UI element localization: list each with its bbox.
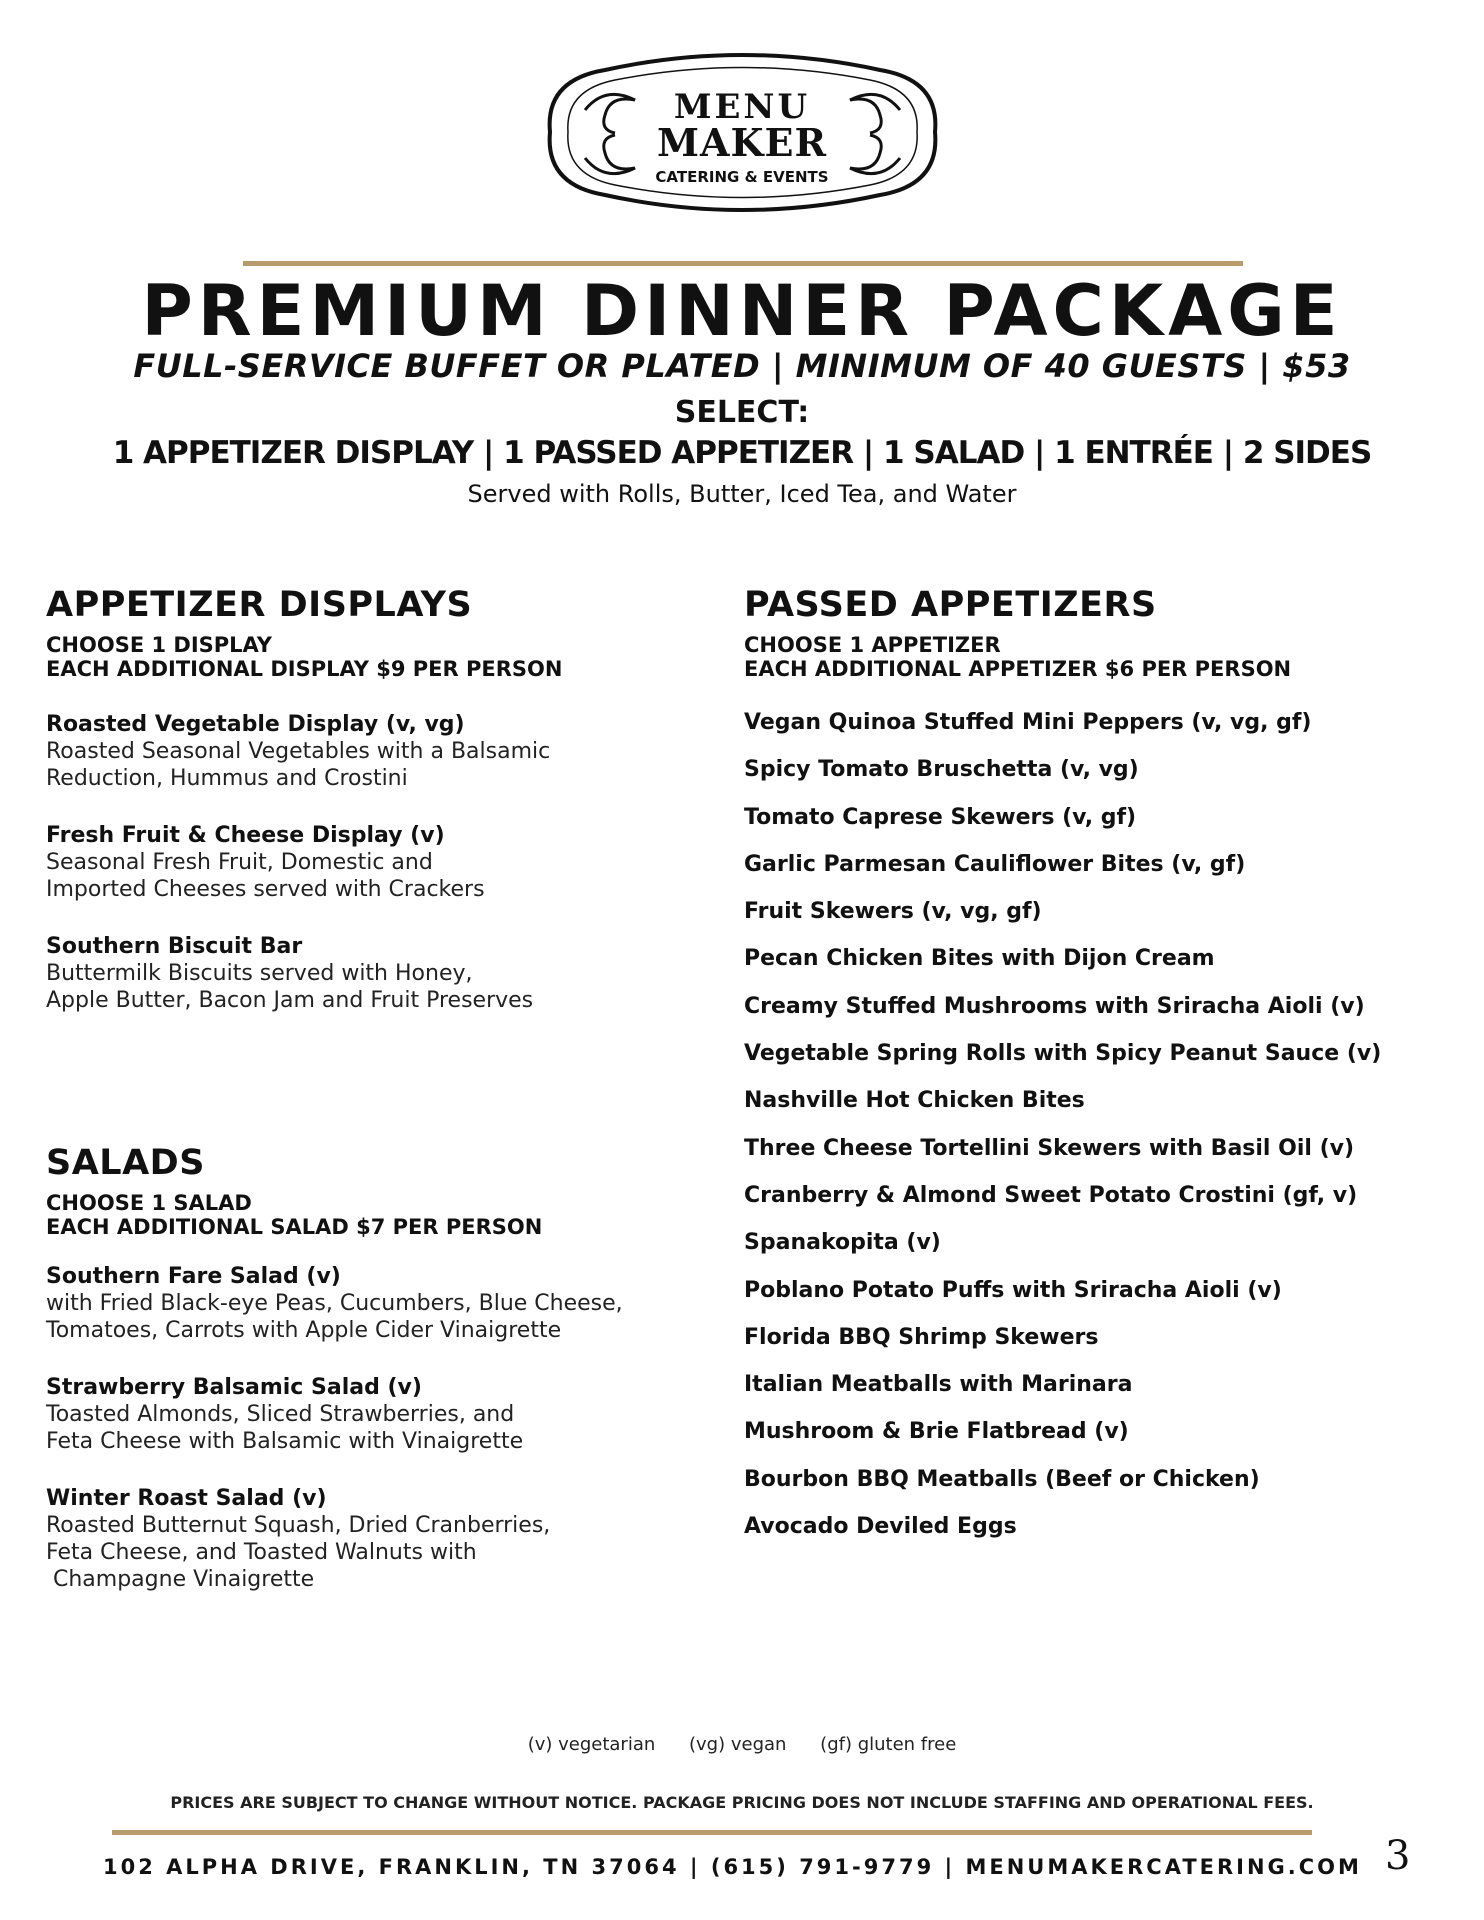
salads-title: SALADS (46, 1143, 205, 1183)
passed-appetizers-title: PASSED APPETIZERS (744, 585, 1157, 625)
menu-maker-logo (545, 50, 940, 215)
menu-item-desc: Champagne Vinaigrette (46, 1567, 315, 1592)
menu-item-name: Winter Roast Salad (v) (46, 1486, 327, 1511)
menu-item-desc: Roasted Butternut Squash, Dried Cranberries, (46, 1513, 551, 1538)
list-item: Three Cheese Tortellini Skewers with Basil Oil (v) (744, 1135, 1355, 1161)
appetizer-displays-choose: CHOOSE 1 DISPLAY (46, 633, 272, 657)
passed-appetizers-additional: EACH ADDITIONAL APPETIZER $6 PER PERSON (744, 657, 1292, 681)
menu-item-name: Southern Fare Salad (v) (46, 1264, 341, 1289)
menu-item-name: Fresh Fruit & Cheese Display (v) (46, 823, 445, 848)
appetizer-displays-section (46, 585, 726, 1014)
menu-item (46, 1374, 746, 1455)
list-item: Creamy Stuffed Mushrooms with Sriracha Aioli (v) (744, 993, 1365, 1019)
menu-item (46, 933, 726, 1014)
logo-line-catering: CATERING & EVENTS (655, 168, 829, 186)
dietary-legend (0, 1736, 1484, 1754)
list-item: Avocado Deviled Eggs (744, 1514, 1017, 1540)
select-label: SELECT: (674, 395, 810, 430)
list-item: Vegan Quinoa Stuffed Mini Peppers (v, vg, gf) (744, 710, 1312, 735)
list-item: Italian Meatballs with Marinara (744, 1372, 1133, 1398)
logo-line-menu: MENU (673, 87, 811, 127)
served-with: Served with Rolls, Butter, Iced Tea, and Water (467, 480, 1017, 508)
menu-item-desc: Reduction, Hummus and Crostini (46, 766, 408, 791)
menu-item-desc: Imported Cheeses served with Crackers (46, 877, 485, 902)
legend-vegan: (vg) vegan (689, 1734, 787, 1755)
list-item: Pecan Chicken Bites with Dijon Cream (744, 946, 1215, 972)
list-item: Garlic Parmesan Cauliflower Bites (v, gf) (744, 851, 1246, 877)
page-title: PREMIUM DINNER PACKAGE (141, 270, 1343, 352)
menu-item-desc: Toasted Almonds, Sliced Strawberries, and (46, 1402, 515, 1427)
passed-appetizers-section (744, 585, 1444, 1560)
menu-item-desc: Buttermilk Biscuits served with Honey, (46, 961, 473, 986)
menu-item-name: Roasted Vegetable Display (v, vg) (46, 712, 465, 737)
package-subtitle: FULL-SERVICE BUFFET OR PLATED | MINIMUM OF 40 GUESTS | $53 (133, 347, 1351, 385)
logo-line-maker: MAKER (656, 120, 828, 165)
passed-appetizers-list (744, 709, 1444, 1560)
salads-choose: CHOOSE 1 SALAD (46, 1191, 252, 1215)
top-gold-rule (243, 261, 1243, 266)
footer-contact: 102 ALPHA DRIVE, FRANKLIN, TN 37064 | (615) 791-9779 | MENUMAKERCATERING.COM (103, 1855, 1362, 1879)
menu-item-desc: Seasonal Fresh Fruit, Domestic and (46, 850, 433, 875)
menu-item-name: Southern Biscuit Bar (46, 934, 303, 959)
appetizer-displays-title: APPETIZER DISPLAYS (46, 585, 473, 625)
menu-item-desc: Apple Butter, Bacon Jam and Fruit Preserves (46, 988, 534, 1013)
menu-item (46, 822, 726, 903)
list-item: Poblano Potato Puffs with Sriracha Aioli (v) (744, 1277, 1282, 1303)
list-item: Tomato Caprese Skewers (v, gf) (744, 804, 1137, 830)
list-item: Spanakopita (v) (744, 1230, 941, 1256)
list-item: Nashville Hot Chicken Bites (744, 1088, 1085, 1114)
list-item: Spicy Tomato Bruschetta (v, vg) (744, 757, 1139, 783)
list-item: Cranberry & Almond Sweet Potato Crostini (gf, v) (744, 1182, 1358, 1208)
menu-item-desc: Roasted Seasonal Vegetables with a Balsamic (46, 739, 551, 764)
menu-item (46, 1263, 746, 1344)
list-item: Florida BBQ Shrimp Skewers (744, 1324, 1099, 1350)
list-item: Vegetable Spring Rolls with Spicy Peanut Sauce (v) (744, 1041, 1382, 1067)
menu-item (46, 1485, 746, 1593)
package-choices: 1 APPETIZER DISPLAY | 1 PASSED APPETIZER | 1 SALAD | 1 ENTRÉE | 2 SIDES (112, 435, 1372, 471)
legend-vegetarian: (v) vegetarian (527, 1734, 656, 1755)
pricing-disclaimer: PRICES ARE SUBJECT TO CHANGE WITHOUT NOTICE. PACKAGE PRICING DOES NOT INCLUDE STAFFING AND OPERATIONAL FEES. (170, 1793, 1314, 1812)
passed-appetizers-choose: CHOOSE 1 APPETIZER (744, 633, 1001, 657)
menu-item-desc: Tomatoes, Carrots with Apple Cider Vinaigrette (46, 1318, 562, 1343)
salads-section (46, 1143, 746, 1593)
list-item: Mushroom & Brie Flatbread (v) (744, 1419, 1129, 1445)
menu-item-desc: with Fried Black-eye Peas, Cucumbers, Blue Cheese, (46, 1291, 623, 1316)
list-item: Fruit Skewers (v, vg, gf) (744, 899, 1042, 925)
menu-item-name: Strawberry Balsamic Salad (v) (46, 1375, 422, 1400)
list-item: Bourbon BBQ Meatballs (Beef or Chicken) (744, 1466, 1260, 1492)
menu-item (46, 711, 726, 792)
menu-item-desc: Feta Cheese, and Toasted Walnuts with (46, 1540, 477, 1565)
page-number: 3 (1385, 1833, 1411, 1879)
bottom-gold-rule (112, 1830, 1312, 1835)
legend-gluten-free: (gf) gluten free (820, 1734, 957, 1755)
salads-additional: EACH ADDITIONAL SALAD $7 PER PERSON (46, 1215, 543, 1239)
menu-item-desc: Feta Cheese with Balsamic with Vinaigrette (46, 1429, 524, 1454)
appetizer-displays-additional: EACH ADDITIONAL DISPLAY $9 PER PERSON (46, 657, 563, 681)
